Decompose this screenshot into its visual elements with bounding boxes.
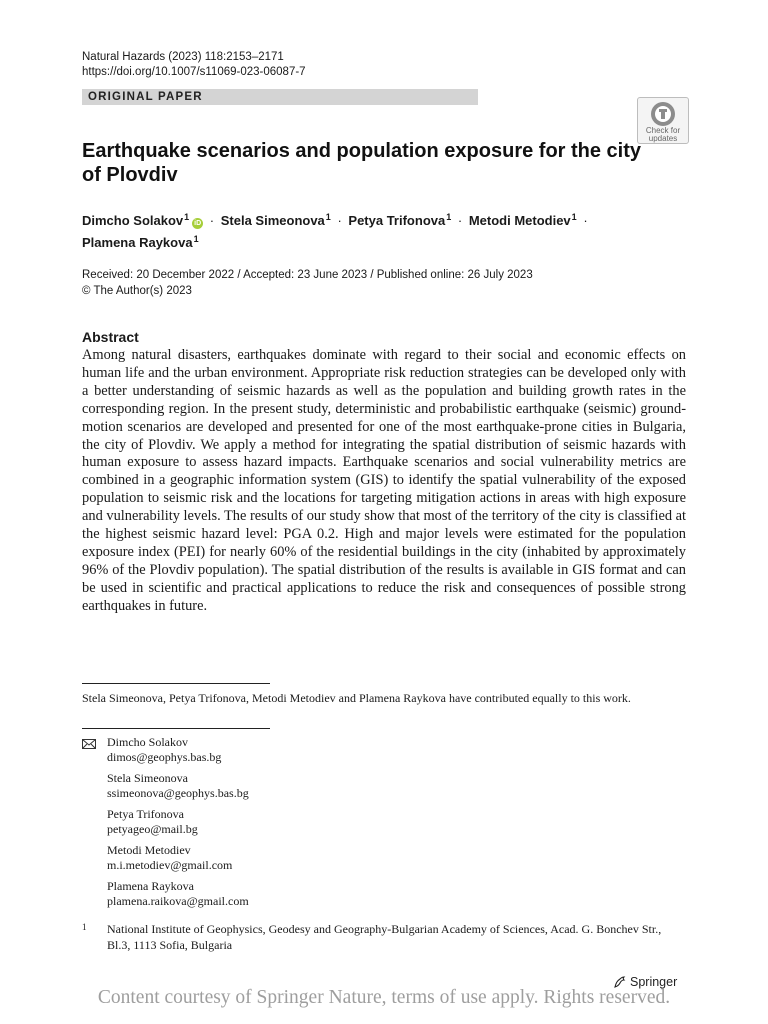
contact-entry (107, 843, 249, 873)
contribution-note: Stela Simeonova, Petya Trifonova, Metodi Metodiev and Plamena Raykova have contributed equally to this work. (82, 691, 631, 705)
contact-entry (107, 771, 249, 801)
orcid-icon[interactable]: iD (194, 220, 202, 227)
author-name[interactable]: Metodi Metodiev (468, 213, 571, 228)
author-name[interactable]: Stela Simeonova (220, 213, 325, 228)
check-updates-label: Check for updates (645, 126, 681, 143)
contact-name: Plamena Raykova (107, 879, 194, 893)
contact-name: Metodi Metodiev (107, 843, 191, 857)
author-name[interactable]: Petya Trifonova (348, 213, 446, 228)
contact-entry (107, 879, 249, 909)
journal-header (82, 50, 306, 80)
contact-entry (107, 735, 249, 765)
author-affil-marker: 1 (325, 212, 331, 222)
footnote-divider (82, 683, 270, 684)
journal-citation: Natural Hazards (2023) 118:2153–2171 (82, 51, 284, 63)
check-for-updates-badge[interactable] (637, 97, 689, 144)
author-name[interactable]: Dimcho Solakov (82, 213, 184, 228)
contacts-divider (82, 728, 270, 729)
affiliation-footnote (82, 922, 682, 953)
contact-email[interactable]: ssimeonova@geophys.bas.bg (107, 786, 249, 800)
publication-history: Received: 20 December 2022 / Accepted: 23 June 2023 / Published online: 26 July 2023 (82, 269, 533, 281)
author-affil-marker: 1 (446, 212, 452, 222)
watermark-text: Content courtesy of Springer Nature, terms of use apply. Rights reserved. (97, 987, 671, 1008)
contact-entry (107, 807, 249, 837)
author-name[interactable]: Plamena Raykova (82, 235, 193, 250)
author-affil-marker: 1 (184, 212, 190, 222)
abstract-text: Among natural disasters, earthquakes dominate with regard to their social and economic effects on human life and the urban environment. Appropriate risk reduction strategies can be developed only with a better understanding of seismic hazards as well as the population and building growth rates in the corresponding region. In the present study, deterministic and probabilistic earthquake (seismic) ground-motion scenarios are developed and presented for one of the most earthquake-prone cities in Bulgaria, the city of Plovdiv. We apply a method for integrating the spatial distribution of seismic hazards with human exposure to assess hazard impacts. Earthquake scenarios and social vulnerability metrics are combined in a geographic information system (GIS) to identify the spatial vulnerability of the exposed population to seismic risk and the locations for targeting mitigation actions in areas with high exposure and vulnerability levels. The results of our study show that most of the territory of the city is classified at the highest seismic hazard level: PGA 0.2. High and major levels were estimated for the population exposure index (PEI) for nearly 60% of the residential buildings in the city (inhabited by approximately 96% of the Plovdiv population). The spatial distribution of the results is available in GIS format and can be used in scientific and practical applications to reduce the risk and consequences of possible strong earthquakes in future. (82, 347, 687, 614)
corresponding-contacts (107, 735, 249, 915)
contact-email[interactable]: plamena.raikova@gmail.com (107, 894, 249, 908)
doi-link[interactable]: https://doi.org/10.1007/s11069-023-06087-7 (82, 66, 306, 78)
contact-email[interactable]: dimos@geophys.bas.bg (107, 750, 222, 764)
author-separator: · (583, 213, 588, 228)
author-separator: · (457, 213, 463, 228)
abstract-heading: Abstract (82, 329, 139, 345)
publisher-name: Springer (630, 975, 678, 989)
copyright-line: © The Author(s) 2023 (82, 284, 192, 297)
article-type-banner: ORIGINAL PAPER (82, 89, 478, 105)
affiliation-text: National Institute of Geophysics, Geodesy and Geography-Bulgarian Academy of Sciences, Acad. G. Bonchev Str., Bl.3, 1113 Sofia, Bulgaria (107, 922, 662, 952)
affiliation-number: 1 (82, 922, 87, 932)
author-list (82, 208, 682, 252)
author-affil-marker: 1 (571, 212, 577, 222)
author-separator: · (209, 213, 215, 228)
check-updates-icon (650, 101, 676, 127)
envelope-icon (82, 739, 96, 749)
contact-name: Dimcho Solakov (107, 735, 188, 749)
publication-dates (82, 268, 533, 299)
contact-name: Stela Simeonova (107, 771, 188, 785)
contact-email[interactable]: m.i.metodiev@gmail.com (107, 858, 233, 872)
author-affil-marker: 1 (193, 234, 199, 244)
paper-title: Earthquake scenarios and population exposure for the city of Plovdiv (82, 140, 642, 186)
author-separator: · (337, 213, 342, 228)
contact-email[interactable]: petyageo@mail.bg (107, 822, 198, 836)
contact-name: Petya Trifonova (107, 807, 185, 821)
